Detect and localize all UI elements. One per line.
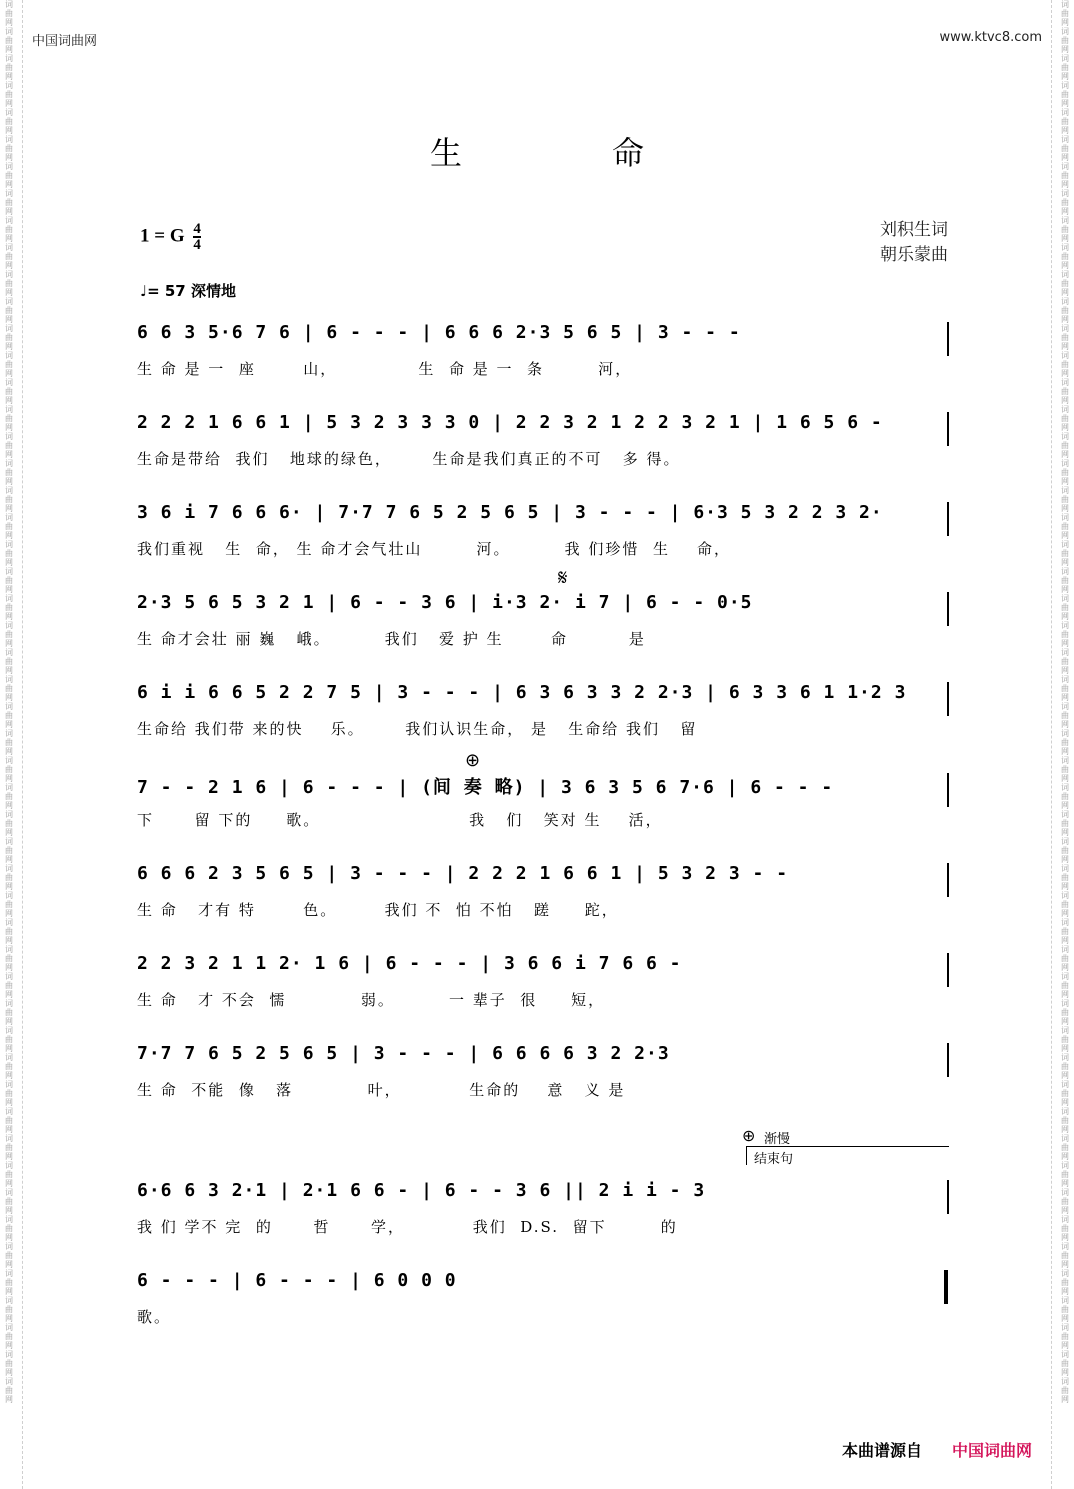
- ending-label: 结束句: [754, 1152, 794, 1167]
- song-title: 生命: [429, 134, 794, 172]
- row-end-barline: [947, 412, 949, 446]
- segno-mark: 𝄋: [558, 566, 568, 591]
- row-end-barline: [947, 682, 949, 716]
- row-end-barline: [947, 863, 949, 897]
- row-end-barline: [947, 322, 949, 356]
- row-end-barline: [947, 592, 949, 626]
- header-site-left: 中国词曲网: [32, 34, 98, 49]
- header-site-right: www.ktvc8.com: [939, 30, 1042, 45]
- row-end-barline: [947, 1043, 949, 1077]
- lyric-line: 生命给 我们带 来的快 乐。 我们认识生命， 是 生命给 我们 留: [137, 720, 698, 738]
- notation-line: 6 i i 6 6 5 2 2 7 5 | 3 - - - | 6 3 6 3 3 2 2·3 | 6 3 3 6 1 1·2 3: [137, 682, 907, 703]
- notation-line: 3 6 i 7 6 6 6· | 7·7 7 6 5 2 5 6 5 | 3 - - - | 6·3 5 3 2 2 3 2·: [137, 502, 883, 523]
- lyric-line: 我们重视 生 命， 生 命才会气壮山 河。 我 们珍惜 生 命，: [137, 540, 732, 558]
- time-top: 4: [193, 221, 201, 237]
- row-end-barline: [947, 773, 949, 807]
- lyric-line: 生命是带给 我们 地球的绿色， 生命是我们真正的不可 多 得。: [137, 450, 681, 468]
- lyric-line: 生 命 才 不会 懦 弱。 一 辈子 很 短，: [137, 991, 606, 1009]
- lyric-line: 下 留 下的 歌。 我 们 笑对 生 活，: [137, 811, 663, 829]
- notation-line: 2 2 2 1 6 6 1 | 5 3 2 3 3 3 0 | 2 2 3 2 1 2 2 3 2 1 | 1 6 5 6 -: [137, 412, 883, 433]
- key-signature: [140, 222, 201, 252]
- lyric-line: 歌。: [137, 1308, 172, 1326]
- coda-mark-2: ⊕: [742, 1126, 756, 1145]
- tempo-marking: ♩= 57 深情地: [140, 282, 236, 300]
- lyric-line: 生 命 是 一 座 山， 生 命 是 一 条 河，: [137, 360, 633, 378]
- notation-line: 6 6 3 5·6 7 6 | 6 - - - | 6 6 6 2·3 5 6 5 | 3 - - -: [137, 322, 741, 343]
- notation-line: 7·7 7 6 5 2 5 6 5 | 3 - - - | 6 6 6 6 3 2 2·3: [137, 1043, 670, 1064]
- key-label: 1 = G: [140, 225, 185, 247]
- notation-line: 2 2 3 2 1 1 2· 1 6 | 6 - - - | 3 6 6 i 7 6 6 -: [137, 953, 682, 974]
- footer-source-label: 本曲谱源自: [842, 1441, 923, 1460]
- row-end-barline: [944, 1270, 948, 1304]
- lyric-line: 我 们 学不 完 的 哲 学， 我们 D.S. 留下 的: [137, 1218, 678, 1236]
- row-end-barline: [947, 1180, 949, 1214]
- right-watermark: 词曲网词曲网词曲网词曲网词曲网词曲网词曲网词曲网词曲网词曲网词曲网词曲网词曲网词曲网词曲网词曲网词曲网词曲网词曲网词曲网词曲网词曲网词曲网词曲网词曲网词曲网词曲网词曲网词曲网词曲网词曲网词曲网词曲网词曲网词曲网词曲网词曲网词曲网词曲网词曲网词曲网词曲网词曲网词曲网词曲网词曲网词曲网词曲网词曲网词曲网词曲网词曲网: [1061, 0, 1069, 1404]
- notation-line: 2·3 5 6 5 3 2 1 | 6 - - 3 6 | i·3 2· i 7 | 6 - - 0·5: [137, 592, 753, 613]
- lyricist: 刘积生词: [880, 220, 948, 240]
- credits: [880, 218, 948, 268]
- notation-line: 6·6 6 3 2·1 | 2·1 6 6 - | 6 - - 3 6 || 2 i i - 3: [137, 1180, 706, 1201]
- left-watermark: 词曲网词曲网词曲网词曲网词曲网词曲网词曲网词曲网词曲网词曲网词曲网词曲网词曲网词曲网词曲网词曲网词曲网词曲网词曲网词曲网词曲网词曲网词曲网词曲网词曲网词曲网词曲网词曲网词曲网词曲网词曲网词曲网词曲网词曲网词曲网词曲网词曲网词曲网词曲网词曲网词曲网词曲网词曲网词曲网词曲网词曲网词曲网词曲网词曲网词曲网词曲网词曲网: [5, 0, 13, 1404]
- notation-line: 6 6 6 2 3 5 6 5 | 3 - - - | 2 2 2 1 6 6 1 | 5 3 2 3 - -: [137, 863, 789, 884]
- ritardando-label: 渐慢: [764, 1132, 791, 1147]
- row-end-barline: [947, 953, 949, 987]
- right-cut-line: [1051, 0, 1053, 1489]
- lyric-line: 生 命 不能 像 落 叶， 生命的 意 义 是: [137, 1081, 626, 1099]
- coda-mark: ⊕: [465, 750, 481, 771]
- time-signature: [193, 222, 201, 252]
- left-cut-line: [22, 0, 24, 1489]
- footer-source-site: 中国词曲网: [952, 1441, 1033, 1460]
- notation-line: 6 - - - | 6 - - - | 6 0 0 0: [137, 1270, 457, 1291]
- time-bottom: 4: [193, 237, 201, 253]
- lyric-line: 生 命 才有 特 色。 我们 不 怕 不怕 蹉 跎，: [137, 901, 619, 919]
- lyric-line: 生 命才会壮 丽 巍 峨。 我们 爱 护 生 命 是: [137, 630, 646, 648]
- row-end-barline: [947, 502, 949, 536]
- notation-line: 7 - - 2 1 6 | 6 - - - | (间 奏 略) | 3 6 3 5 6 7·6 | 6 - - -: [137, 777, 834, 798]
- composer: 朝乐蒙曲: [880, 245, 948, 265]
